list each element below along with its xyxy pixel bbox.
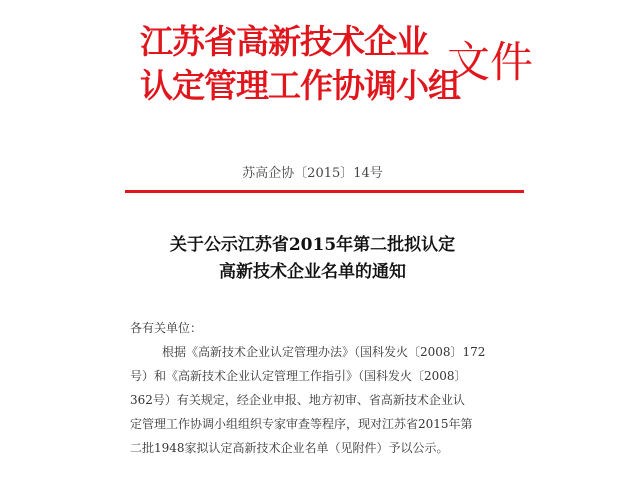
title-line-2: 高新技术企业名单的通知 xyxy=(219,262,406,282)
issuer-line-2: 认定管理工作协调小组 xyxy=(140,66,460,105)
body-line-5: 二批1948家拟认定高新技术企业名单（见附件）予以公示。 xyxy=(130,441,449,455)
salutation: 各有关单位： xyxy=(130,321,203,335)
notice-body xyxy=(130,316,520,460)
document-number: 苏高企协〔2015〕14号 xyxy=(242,166,383,181)
document-type-label: 文件 xyxy=(447,38,533,88)
red-divider-line xyxy=(125,190,524,193)
notice-title xyxy=(0,232,625,286)
title-line-1: 关于公示江苏省2015年第二批拟认定 xyxy=(169,235,456,255)
issuing-authority xyxy=(140,20,460,108)
body-line-3: 362号）有关规定，经企业申报、地方初审、省高新技术企业认 xyxy=(130,393,465,407)
issuer-line-1: 江苏省高新技术企业 xyxy=(140,22,428,61)
body-line-1: 根据《高新技术企业认定管理办法》（国科发火〔2008〕172 xyxy=(162,345,486,359)
body-line-4: 定管理工作协调小组组织专家审查等程序，现对江苏省2015年第 xyxy=(130,417,473,431)
body-line-2: 号）和《高新技术企业认定管理工作指引》（国科发火〔2008〕 xyxy=(130,369,467,383)
